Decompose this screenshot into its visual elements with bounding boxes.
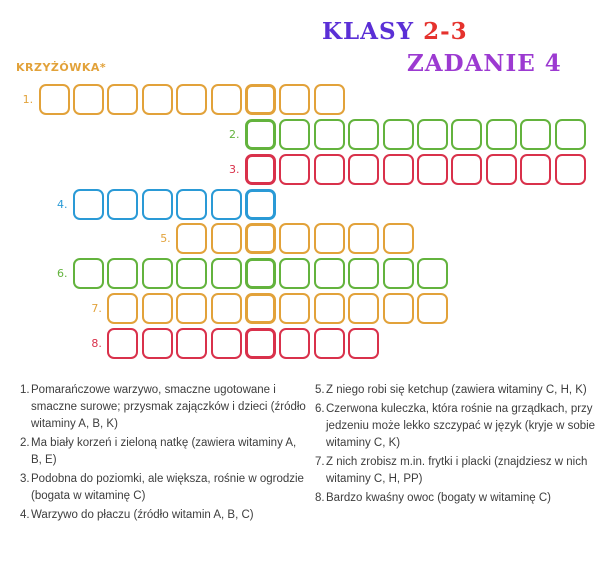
crossword-cell[interactable] — [314, 223, 345, 254]
crossword-cell[interactable] — [279, 328, 310, 359]
crossword-cell[interactable] — [314, 84, 345, 115]
crossword-cell[interactable] — [142, 189, 173, 220]
clue-text: Ma biały korzeń i zieloną natkę (zawiera witaminy A, B, E) — [31, 437, 297, 466]
crossword-cell[interactable] — [107, 258, 138, 289]
crossword-cell[interactable] — [73, 189, 104, 220]
crossword-cell[interactable] — [417, 154, 448, 185]
crossword-cell[interactable] — [348, 223, 379, 254]
row-number: 5. — [160, 232, 171, 245]
crossword-cell[interactable] — [107, 84, 138, 115]
clue-number: 6. — [315, 403, 325, 415]
crossword-cell[interactable] — [142, 328, 173, 359]
clue-text: Z nich zrobisz m.in. frytki i placki (znajdziesz w nich witaminy C, H, PP) — [326, 456, 588, 485]
crossword-cell[interactable] — [348, 119, 379, 150]
crossword-cell[interactable] — [314, 154, 345, 185]
row-number: 1. — [22, 93, 34, 106]
row-number: 2. — [229, 128, 240, 141]
clue-item — [315, 401, 600, 452]
crossword-cell[interactable] — [279, 223, 310, 254]
row-number: 3. — [229, 163, 240, 176]
crossword-cell[interactable] — [383, 293, 414, 324]
crossword-key-cell[interactable] — [245, 189, 276, 220]
crossword-key-cell[interactable] — [245, 154, 276, 185]
title-word: KLASY — [322, 18, 415, 45]
crossword-label: KRZYŻÓWKA* — [16, 61, 107, 74]
clue-number: 1. — [20, 384, 30, 396]
clue-text: Z niego robi się ketchup (zawiera witaminy C, H, K) — [326, 384, 587, 396]
crossword-cell[interactable] — [279, 154, 310, 185]
clue-number: 4. — [20, 509, 30, 521]
crossword-cell[interactable] — [176, 328, 207, 359]
clues-left — [20, 382, 310, 526]
crossword-cell[interactable] — [107, 293, 138, 324]
clue-text: Warzywo do płaczu (źródło witamin A, B, C) — [31, 509, 254, 521]
crossword-cell[interactable] — [417, 258, 448, 289]
crossword-cell[interactable] — [211, 293, 242, 324]
crossword-cell[interactable] — [176, 293, 207, 324]
clue-text: Pomarańczowe warzywo, smaczne ugotowane i smaczne surowe; przysmak zajączków i dzieci (źródło witaminy A, B, K) — [31, 384, 306, 430]
clue-text: Czerwona kuleczka, która rośnie na grządkach, przy jedzeniu może lekko szczypać w język (kryje w sobie witaminy C, K) — [326, 403, 596, 449]
crossword-cell[interactable] — [383, 223, 414, 254]
clue-item — [315, 454, 600, 488]
title-number: 2-3 — [423, 18, 468, 45]
crossword-cell[interactable] — [279, 119, 310, 150]
clue-item — [20, 471, 310, 505]
clue-item — [315, 490, 600, 507]
crossword-cell[interactable] — [279, 293, 310, 324]
row-number: 8. — [91, 337, 102, 350]
crossword-key-cell[interactable] — [245, 84, 276, 115]
clue-number: 5. — [315, 384, 325, 396]
crossword-cell[interactable] — [486, 154, 517, 185]
crossword-cell[interactable] — [520, 119, 551, 150]
clue-number: 3. — [20, 473, 30, 485]
crossword-cell[interactable] — [176, 189, 207, 220]
crossword-cell[interactable] — [211, 189, 242, 220]
crossword-cell[interactable] — [383, 154, 414, 185]
crossword-cell[interactable] — [211, 84, 242, 115]
crossword-cell[interactable] — [417, 293, 448, 324]
crossword-cell[interactable] — [314, 119, 345, 150]
crossword-cell[interactable] — [176, 84, 207, 115]
crossword-cell[interactable] — [451, 119, 482, 150]
clue-number: 7. — [315, 456, 325, 468]
crossword-cell[interactable] — [176, 223, 207, 254]
crossword-cell[interactable] — [73, 84, 104, 115]
crossword-cell[interactable] — [451, 154, 482, 185]
clue-number: 8. — [315, 492, 325, 504]
crossword-cell[interactable] — [417, 119, 448, 150]
crossword-cell[interactable] — [348, 258, 379, 289]
clue-item — [20, 382, 310, 433]
crossword-cell[interactable] — [314, 293, 345, 324]
crossword-cell[interactable] — [211, 328, 242, 359]
crossword-cell[interactable] — [73, 258, 104, 289]
crossword-key-cell[interactable] — [245, 258, 276, 289]
crossword-cell[interactable] — [555, 119, 586, 150]
crossword-cell[interactable] — [555, 154, 586, 185]
crossword-cell[interactable] — [348, 154, 379, 185]
crossword-cell[interactable] — [211, 258, 242, 289]
row-number: 6. — [57, 267, 68, 280]
crossword-cell[interactable] — [279, 84, 310, 115]
page-subtitle: ZADANIE 4 — [407, 50, 562, 77]
row-number: 4. — [57, 198, 68, 211]
crossword-cell[interactable] — [142, 293, 173, 324]
crossword-cell[interactable] — [142, 258, 173, 289]
crossword-cell[interactable] — [314, 328, 345, 359]
clue-text: Bardzo kwaśny owoc (bogaty w witaminę C) — [326, 492, 551, 504]
crossword-cell[interactable] — [39, 84, 70, 115]
clue-text: Podobna do poziomki, ale większa, rośnie w ogrodzie (bogata w witaminę C) — [31, 473, 304, 502]
crossword-cell[interactable] — [383, 258, 414, 289]
crossword-key-cell[interactable] — [245, 328, 276, 359]
clue-item — [20, 435, 310, 469]
crossword-cell[interactable] — [279, 258, 310, 289]
crossword-cell[interactable] — [520, 154, 551, 185]
crossword-key-cell[interactable] — [245, 223, 276, 254]
crossword-cell[interactable] — [383, 119, 414, 150]
crossword-cell[interactable] — [107, 328, 138, 359]
clue-item — [20, 507, 310, 524]
crossword-cell[interactable] — [348, 293, 379, 324]
crossword-cell[interactable] — [348, 328, 379, 359]
crossword-cell[interactable] — [176, 258, 207, 289]
row-number: 7. — [91, 302, 102, 315]
crossword-cell[interactable] — [211, 223, 242, 254]
crossword-cell[interactable] — [107, 189, 138, 220]
crossword-cell[interactable] — [314, 258, 345, 289]
clue-number: 2. — [20, 437, 30, 449]
clues-right — [315, 382, 600, 509]
crossword-cell[interactable] — [142, 84, 173, 115]
crossword-key-cell[interactable] — [245, 293, 276, 324]
crossword-cell[interactable] — [486, 119, 517, 150]
clue-item — [315, 382, 600, 399]
crossword-key-cell[interactable] — [245, 119, 276, 150]
